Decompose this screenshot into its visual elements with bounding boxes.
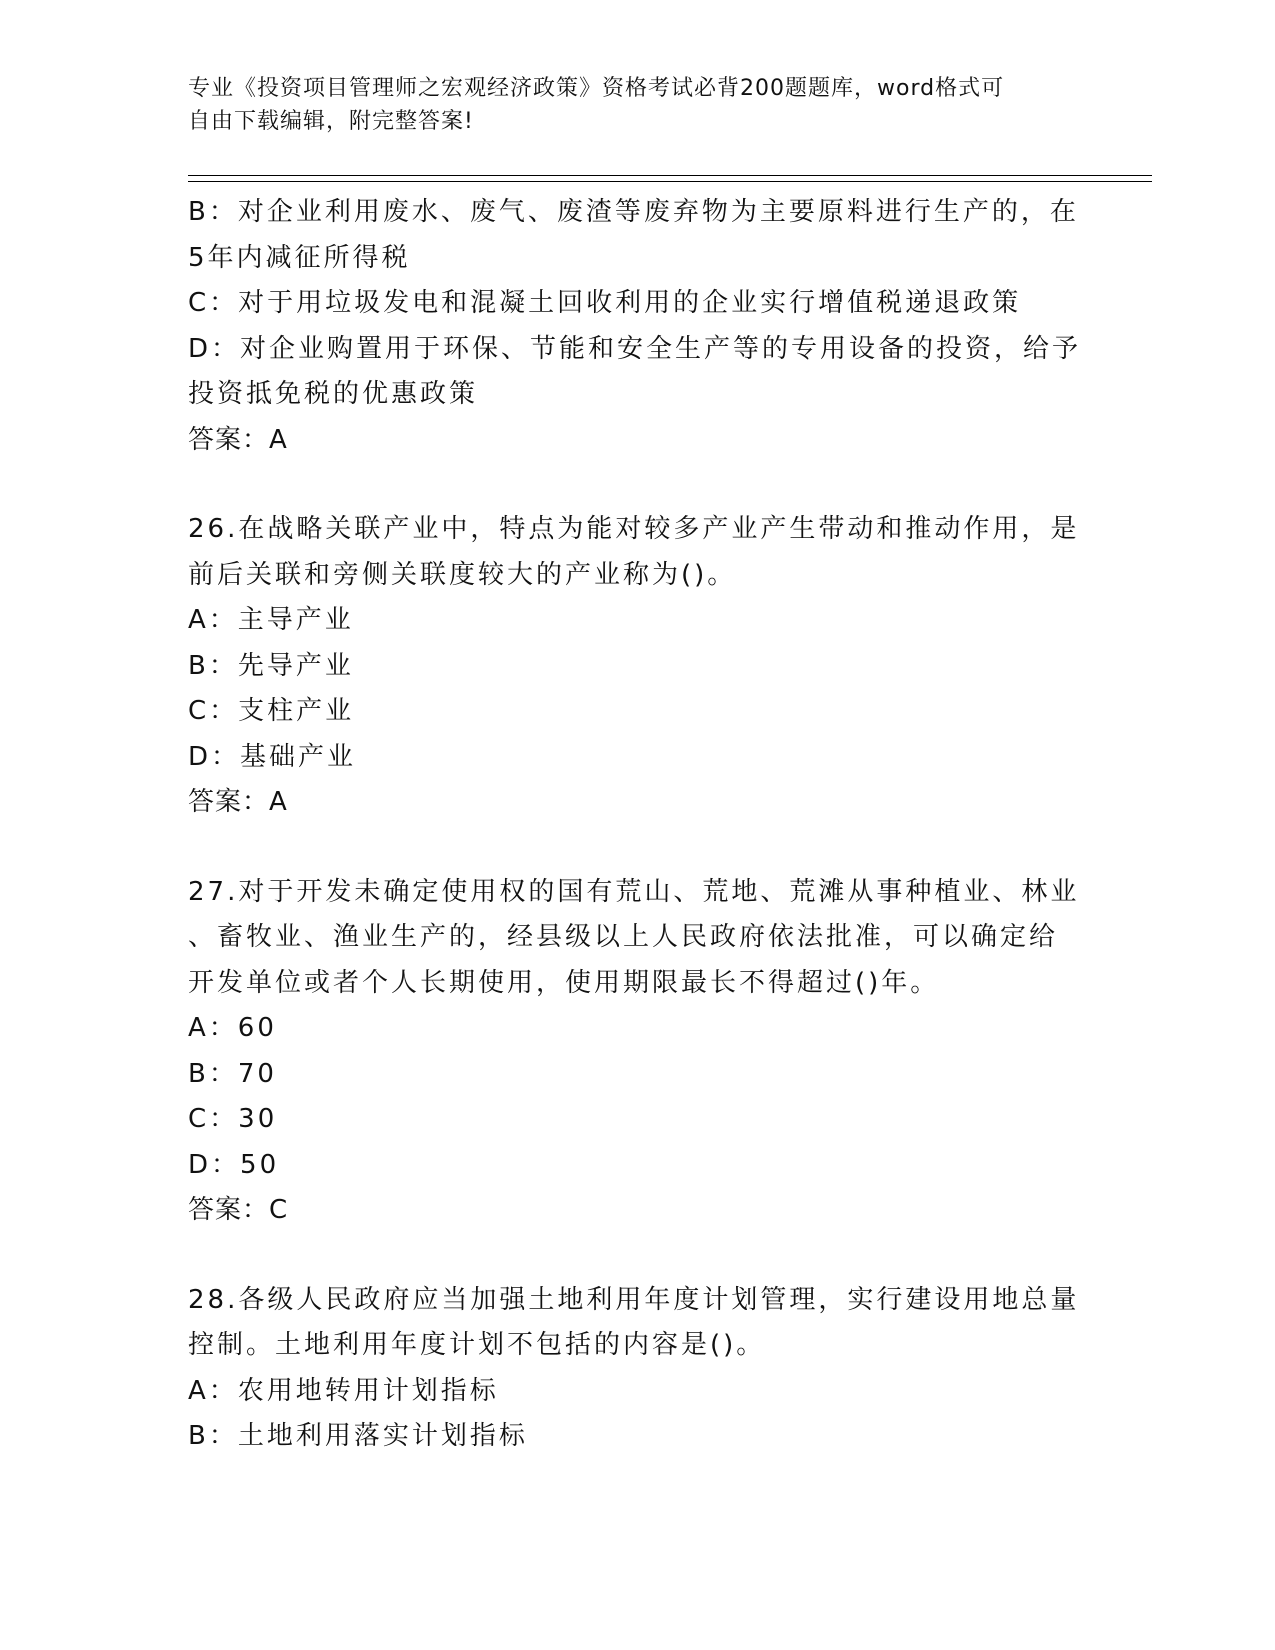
question-text: 、畜牧业、渔业生产的，经县级以上人民政府依法批准，可以确定给 bbox=[188, 922, 1059, 952]
option-c: C：30 bbox=[188, 1104, 278, 1134]
option-b: B：先导产业 bbox=[188, 650, 354, 681]
option-a: A：60 bbox=[188, 1013, 277, 1043]
document-body bbox=[188, 190, 1088, 1460]
header-divider bbox=[188, 175, 1152, 176]
answer: 答案：A bbox=[188, 787, 288, 817]
option-d: D：对企业购置用于环保、节能和安全生产等的专用设备的投资，给予 bbox=[188, 333, 1082, 364]
question-26 bbox=[188, 507, 1088, 826]
question-27 bbox=[188, 870, 1088, 1234]
header-line: 专业《投资项目管理师之宏观经济政策》资格考试必背200题题库，word格式可 bbox=[188, 76, 1005, 101]
option-d-continued: 投资抵免税的优惠政策 bbox=[188, 379, 479, 409]
option-d: D：基础产业 bbox=[188, 741, 357, 772]
question-text: 控制。土地利用年度计划不包括的内容是()。 bbox=[188, 1330, 766, 1360]
header-line: 自由下载编辑，附完整答案! bbox=[188, 109, 474, 134]
question-text: 27.对于开发未确定使用权的国有荒山、荒地、荒滩从事种植业、林业 bbox=[188, 876, 1080, 907]
option-a: A：主导产业 bbox=[188, 605, 354, 635]
answer: 答案：A bbox=[188, 424, 288, 455]
option-d: D：50 bbox=[188, 1149, 280, 1180]
header-divider bbox=[188, 181, 1152, 182]
option-c: C：支柱产业 bbox=[188, 696, 355, 726]
option-a: A：农用地转用计划指标 bbox=[188, 1375, 499, 1406]
option-b: B：70 bbox=[188, 1058, 277, 1089]
question-28 bbox=[188, 1278, 1088, 1460]
question-text: 前后关联和旁侧关联度较大的产业称为()。 bbox=[188, 559, 737, 590]
question-text: 28.各级人民政府应当加强土地利用年度计划管理，实行建设用地总量 bbox=[188, 1284, 1080, 1315]
option-b: B：对企业利用废水、废气、废渣等废弃物为主要原料进行生产的，在 bbox=[188, 197, 1079, 227]
question-text: 26.在战略关联产业中，特点为能对较多产业产生带动和推动作用，是 bbox=[188, 514, 1080, 544]
question-text: 开发单位或者个人长期使用，使用期限最长不得超过()年。 bbox=[188, 967, 940, 998]
option-b: B：土地利用落实计划指标 bbox=[188, 1421, 528, 1451]
question-25-continued bbox=[188, 190, 1088, 463]
option-c: C：对于用垃圾发电和混凝土回收利用的企业实行增值税递退政策 bbox=[188, 288, 1022, 318]
option-b-continued: 5年内减征所得税 bbox=[188, 242, 411, 273]
answer: 答案：C bbox=[188, 1195, 289, 1225]
document-header bbox=[188, 72, 1068, 138]
